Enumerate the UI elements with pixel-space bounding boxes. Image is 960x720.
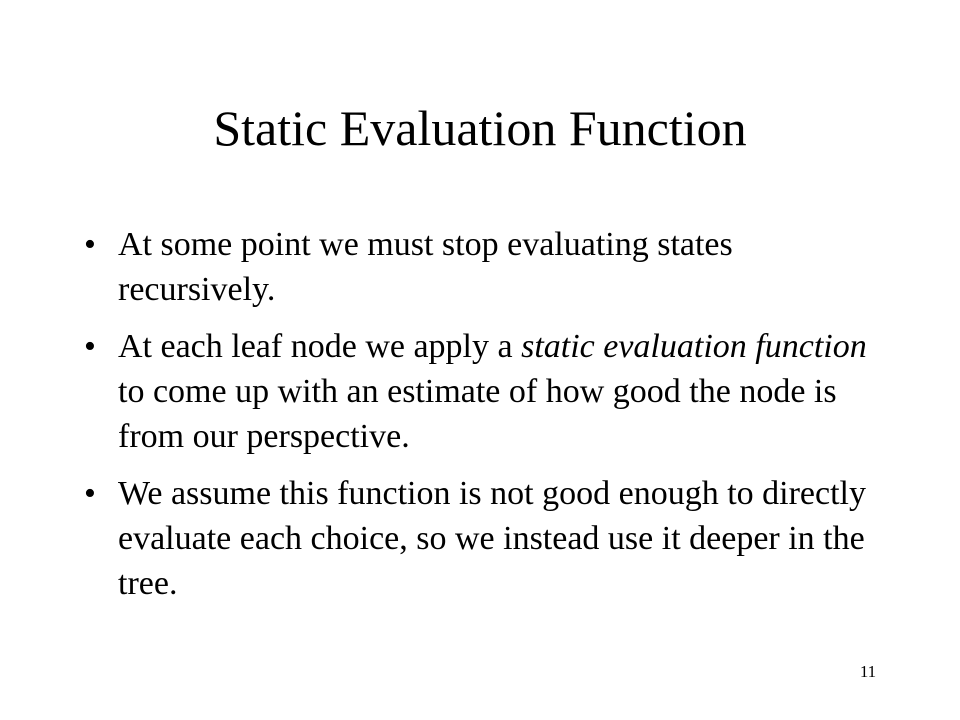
page-number: 11 (859, 662, 877, 681)
bullet-marker: • (84, 226, 96, 263)
bullet-item-deeper-tree (84, 471, 884, 606)
bullet-text: We assume this function is not good enough to directly evaluate each choice, so we instead use it deeper in the tree. (118, 475, 866, 602)
bullet-text: At some point we must stop evaluating states recursively. (118, 226, 733, 308)
bullet-text-before: At each leaf node we apply a (118, 328, 522, 365)
bullet-marker: • (84, 328, 96, 365)
bullet-list (84, 222, 884, 618)
bullet-emphasis: static evaluation function (521, 328, 867, 365)
bullet-item-stop-evaluating (84, 222, 884, 312)
bullet-item-static-evaluation (84, 324, 884, 459)
slide-title: Static Evaluation Function (213, 100, 747, 156)
bullet-text-after: to come up with an estimate of how good the node is from our perspective. (118, 373, 837, 455)
bullet-marker: • (84, 475, 96, 512)
